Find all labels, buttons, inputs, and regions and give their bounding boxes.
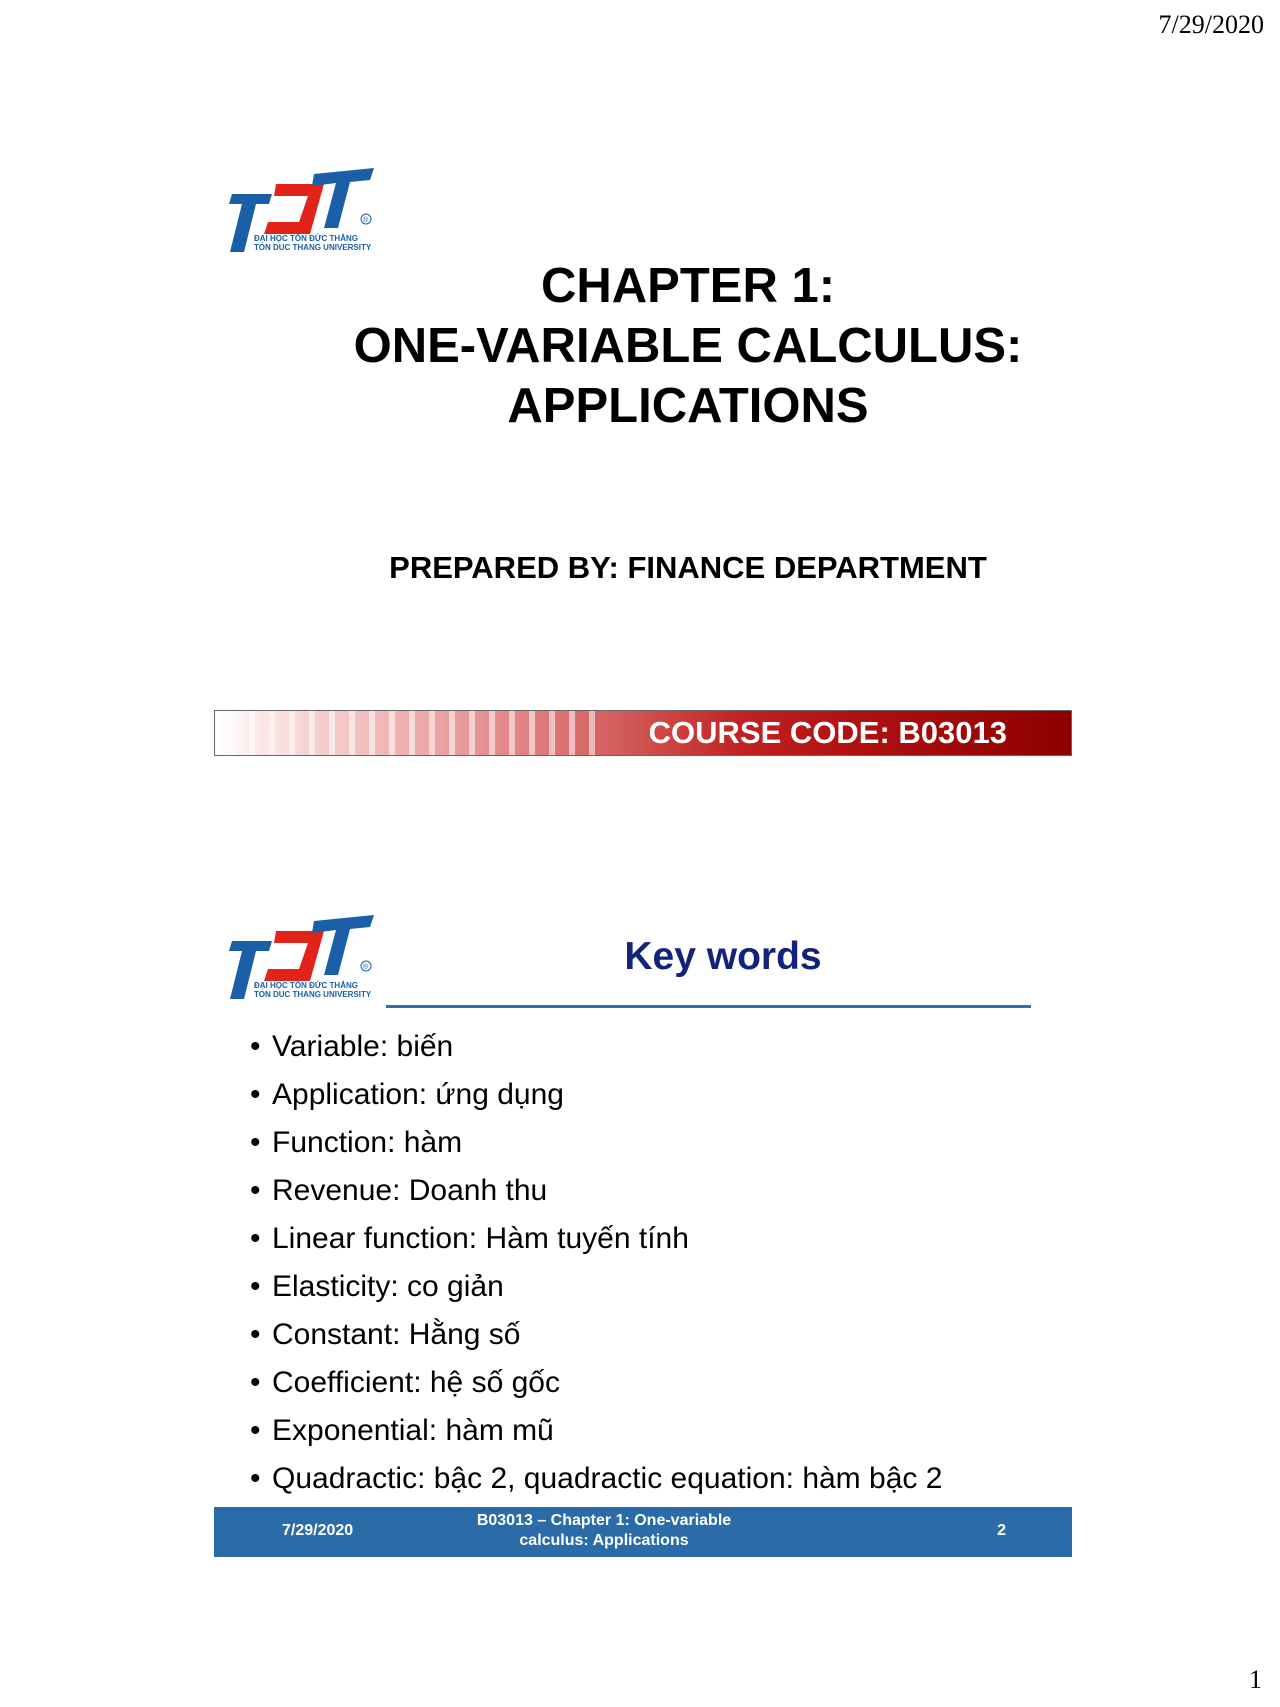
list-item: • Elasticity: co giản [250,1263,942,1311]
list-item: • Linear function: Hàm tuyến tính [250,1215,942,1263]
list-item: • Application: ứng dụng [250,1071,942,1119]
registered-mark: ® [363,217,369,224]
footer-course-title [464,1511,744,1551]
list-item: • Coefficient: hệ số gốc [250,1359,942,1407]
slide-title [214,150,1072,765]
logo-line1: ĐẠI HỌC TÔN ĐỨC THẮNG [254,981,358,990]
tdt-logo [214,909,382,1009]
gradient-stripes [215,711,605,755]
list-item: • Quadractic: bậc 2, quadractic equation: hàm bậc 2 [250,1455,942,1503]
list-item: • Revenue: Doanh thu [250,1167,942,1215]
list-item: • Variable: biến [250,1023,942,1071]
course-code-bar [214,710,1072,756]
logo-line2: TON DUC THANG UNIVERSITY [254,990,372,999]
slide-key-words [214,905,1072,1557]
course-code-label: COURSE CODE: B03013 [648,715,1007,750]
footer-slide-number: 2 [997,1522,1006,1539]
prepared-by: PREPARED BY: FINANCE DEPARTMENT [389,550,987,585]
slide-footer [214,1507,1072,1557]
keyword-list [250,1023,942,1503]
footer-line-1: B03013 – Chapter 1: One-variable [476,1512,732,1529]
list-item: • Exponential: hàm mũ [250,1407,942,1455]
slide-title-text [304,256,1072,436]
list-item: • Function: hàm [250,1119,942,1167]
title-line-1: CHAPTER 1: [540,259,836,313]
logo-line1: ĐẠI HỌC TÔN ĐỨC THẮNG [254,234,358,243]
logo-line2: TON DUC THANG UNIVERSITY [254,243,372,252]
registered-mark: ® [363,964,369,971]
page-number: 1 [1249,1665,1262,1694]
heading-underline [386,1005,1031,1008]
tdt-logo [214,162,382,262]
page-date: 7/29/2020 [1158,10,1264,39]
footer-date: 7/29/2020 [282,1522,354,1539]
slide-heading: Key words [624,935,822,978]
footer-line-2: calculus: Applications [519,1532,689,1549]
title-line-2: ONE-VARIABLE CALCULUS: [353,319,1023,373]
title-line-3: APPLICATIONS [507,379,869,433]
list-item: • Constant: Hằng số [250,1311,942,1359]
